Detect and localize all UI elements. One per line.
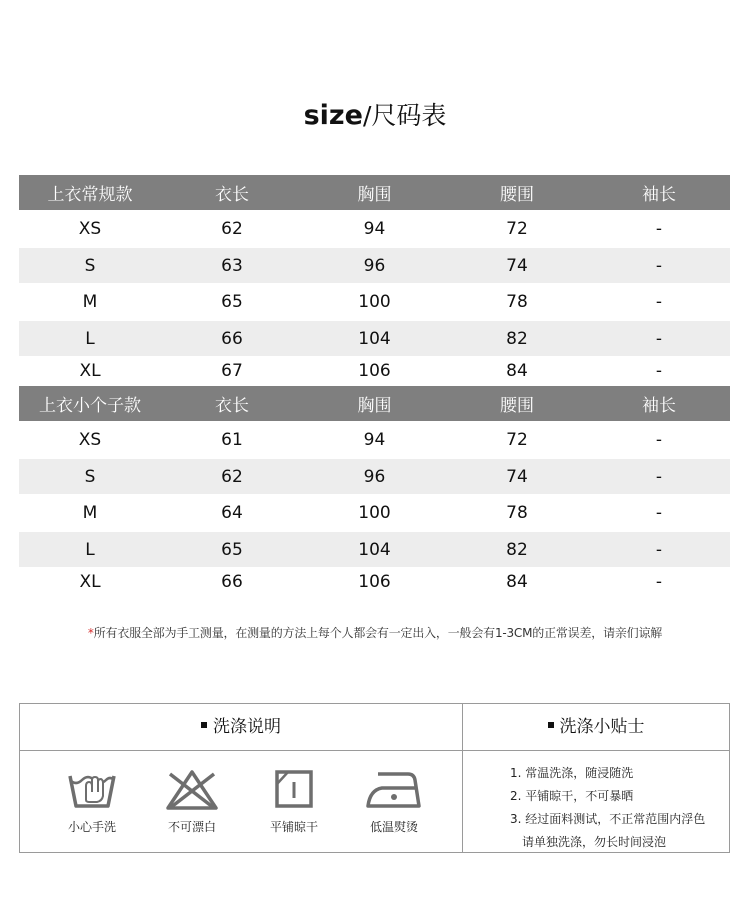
tip-item: 1. 常温洗涤，随浸随洗: [510, 766, 634, 780]
value-cell: 72: [506, 430, 528, 450]
care-left-title: 洗涤说明: [213, 717, 281, 737]
value-cell: 100: [358, 292, 391, 312]
measurement-note: [0, 624, 750, 641]
value-cell: 84: [506, 572, 528, 592]
note-star: *: [87, 626, 94, 640]
icon-label: 不可漂白: [167, 820, 216, 834]
value-cell: 104: [358, 328, 391, 349]
table-row: [19, 248, 730, 283]
value-cell: 67: [221, 361, 243, 381]
value-cell: 72: [506, 219, 528, 239]
table-row: [19, 494, 730, 532]
no-bleach-icon: [164, 768, 220, 812]
size-cell: M: [82, 503, 98, 523]
table-row: [19, 459, 730, 494]
care-item-no-bleach: [137, 768, 247, 835]
value-cell: 74: [506, 466, 528, 487]
size-cell: S: [84, 466, 96, 487]
size-cell: L: [85, 328, 95, 349]
table-row: [19, 283, 730, 321]
value-cell: 64: [221, 503, 243, 523]
value-cell: 100: [358, 503, 391, 523]
value-cell: 106: [358, 361, 391, 381]
size-cell: L: [85, 539, 95, 560]
care-item-hand-wash: [37, 768, 147, 835]
table-row: [19, 421, 730, 459]
care-item-flat-dry: [239, 768, 349, 835]
tip-item: 3. 经过面料测试，不正常范围内浮色: [510, 812, 706, 826]
value-cell: 78: [506, 292, 528, 312]
value-cell: 66: [221, 572, 243, 592]
size-cell: XS: [78, 219, 102, 239]
value-cell: 66: [221, 328, 243, 349]
tip-item: 2. 平铺晾干，不可暴晒: [510, 789, 634, 803]
size-cell: M: [82, 292, 98, 312]
note-text: 所有衣服全部为手工测量，在测量的方法上每个人都会有一定出入，一般会有1-3CM的正常误差，请亲们谅解: [93, 626, 663, 640]
header-cell: 腰围: [500, 185, 534, 205]
value-cell: 74: [506, 255, 528, 276]
care-instructions-heading: [20, 704, 462, 750]
header-cell: 上衣小个子款: [39, 396, 141, 416]
table-row: [19, 567, 730, 597]
header-cell: 袖长: [642, 185, 676, 205]
table-header-regular: [19, 175, 730, 210]
care-divider-horizontal: [20, 750, 729, 751]
value-cell: 82: [506, 328, 528, 349]
value-cell: -: [655, 572, 663, 592]
title-zh: 尺码表: [371, 101, 447, 130]
value-cell: -: [655, 255, 663, 276]
value-cell: 61: [221, 430, 243, 450]
size-cell: XS: [78, 430, 102, 450]
title-slash: /: [362, 101, 372, 130]
value-cell: 84: [506, 361, 528, 381]
value-cell: -: [655, 328, 663, 349]
size-cell: S: [84, 255, 96, 276]
value-cell: 82: [506, 539, 528, 560]
value-cell: 94: [363, 219, 386, 239]
value-cell: 106: [358, 572, 391, 592]
page-title: [0, 100, 750, 132]
value-cell: -: [655, 219, 663, 239]
size-table: [19, 175, 730, 597]
care-tips-heading: [463, 704, 729, 750]
value-cell: 78: [506, 503, 528, 523]
header-cell: 上衣常规款: [47, 185, 133, 205]
value-cell: -: [655, 466, 663, 487]
icon-label: 平铺晾干: [269, 820, 318, 834]
value-cell: -: [655, 292, 663, 312]
value-cell: 94: [363, 430, 386, 450]
care-panel: [19, 703, 730, 853]
table-row: [19, 356, 730, 386]
care-tips-list: [510, 762, 725, 854]
header-cell: 袖长: [642, 396, 676, 416]
value-cell: -: [655, 361, 663, 381]
title-en: size: [303, 100, 363, 131]
value-cell: 62: [221, 219, 243, 239]
header-cell: 腰围: [500, 396, 534, 416]
table-header-petite: [19, 386, 730, 421]
size-cell: XL: [79, 572, 101, 592]
hand-wash-icon: [66, 768, 118, 812]
care-item-low-iron: [339, 768, 449, 835]
value-cell: 65: [221, 539, 243, 560]
value-cell: 63: [221, 255, 243, 276]
flat-dry-icon: [272, 768, 316, 812]
header-cell: 胸围: [357, 396, 392, 416]
table-row: [19, 532, 730, 567]
header-cell: 胸围: [357, 185, 392, 205]
value-cell: -: [655, 503, 663, 523]
care-right-title: 洗涤小贴士: [559, 717, 645, 737]
tip-item: 请单独洗涤，勿长时间浸泡: [522, 835, 667, 849]
low-iron-icon: [364, 768, 424, 812]
value-cell: 96: [363, 255, 386, 276]
icon-label: 小心手洗: [67, 820, 116, 834]
bullet-square-icon: [548, 722, 554, 728]
value-cell: 96: [363, 466, 386, 487]
value-cell: -: [655, 539, 663, 560]
value-cell: 65: [221, 292, 243, 312]
bullet-square-icon: [201, 722, 207, 728]
icon-label: 低温熨烫: [369, 820, 418, 834]
table-row: [19, 210, 730, 248]
table-row: [19, 321, 730, 356]
size-cell: XL: [79, 361, 101, 381]
value-cell: 62: [221, 466, 243, 487]
header-cell: 衣长: [215, 185, 249, 205]
value-cell: 104: [358, 539, 391, 560]
header-cell: 衣长: [215, 396, 249, 416]
value-cell: -: [655, 430, 663, 450]
